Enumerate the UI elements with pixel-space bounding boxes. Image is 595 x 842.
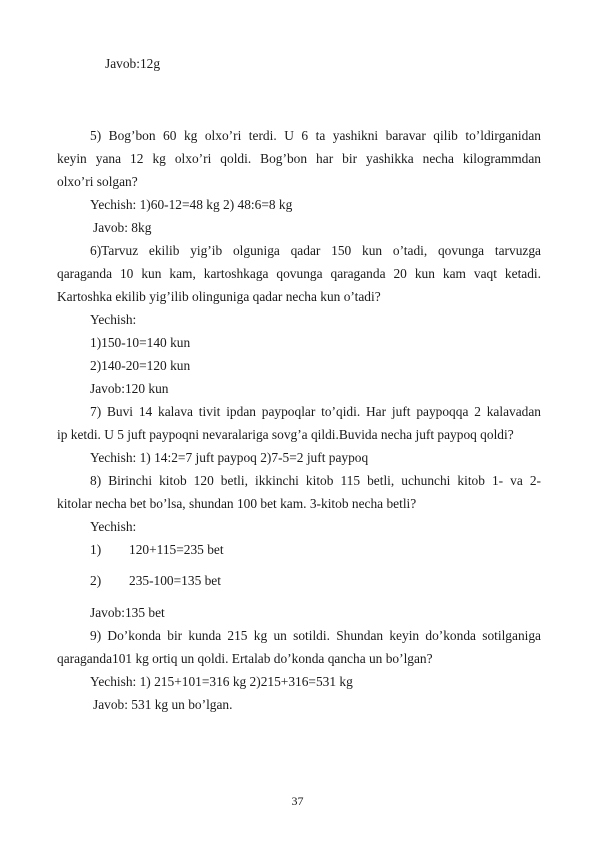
problem-7-line-2: ip ketdi. U 5 juft paypoqni nevaralariga sovg’a qildi.Buvida necha juft paypoq qoldi? — [57, 427, 514, 442]
problem-5-line-3: olxo’ri solgan? — [57, 174, 138, 189]
solution-5: Yechish: 1)60-12=48 kg 2) 48:6=8 kg — [90, 197, 293, 212]
answer-8: Javob:135 bet — [90, 605, 165, 620]
problem-5-line-2: keyin yana 12 kg olxo’ri qoldi. Bog’bon har bir yashikka necha kilogrammdan — [57, 151, 541, 166]
problem-9-line-2: qaraganda101 kg ortiq un qoldi. Ertalab do’konda qancha un bo’lgan? — [57, 651, 433, 666]
problem-8-line-1: 8) Birinchi kitob 120 betli, ikkinchi kitob 115 betli, uchunchi kitob 1- va 2- — [90, 473, 541, 488]
solution-7: Yechish: 1) 14:2=7 juft paypoq 2)7-5=2 juft paypoq — [90, 450, 369, 465]
solution-8-step-2: 235-100=135 bet — [129, 573, 221, 588]
answer-line: Javob:12g — [105, 56, 161, 71]
solution-8-label: Yechish: — [90, 519, 137, 534]
solution-8-step-1: 120+115=235 bet — [129, 542, 224, 557]
list-number: 1) — [90, 542, 102, 557]
problem-6-line-1: 6)Tarvuz ekilib yig’ib olguniga qadar 150 kun o’tadi, qovunga tarvuzga — [90, 243, 541, 258]
problem-6-line-2: qaraganda 10 kun kam, kartoshkaga qovunga qaraganda 20 kun kam vaqt ketadi. — [57, 266, 541, 281]
solution-6-step-1: 1)150-10=140 kun — [90, 335, 191, 350]
problem-7-line-1: 7) Buvi 14 kalava tivit ipdan paypoqlar to’qidi. Har juft paypoqqa 2 kalavadan — [90, 404, 541, 419]
answer-9: Javob: 531 kg un bo’lgan. — [93, 697, 233, 712]
answer-5: Javob: 8kg — [93, 220, 152, 235]
problem-5-line-1: 5) Bog’bon 60 kg olxo’ri terdi. U 6 ta yashikni baravar qilib to’ldirganidan — [90, 128, 541, 143]
solution-9: Yechish: 1) 215+101=316 kg 2)215+316=531 kg — [90, 674, 353, 689]
list-number: 2) — [90, 573, 102, 588]
problem-9-line-1: 9) Do’konda bir kunda 215 kg un sotildi. Shundan keyin do’konda sotilganiga — [90, 628, 541, 643]
solution-6-step-2: 2)140-20=120 kun — [90, 358, 191, 373]
solution-6-label: Yechish: — [90, 312, 137, 327]
problem-8-line-2: kitolar necha bet bo’lsa, shundan 100 bet kam. 3-kitob necha betli? — [57, 496, 417, 511]
answer-6: Javob:120 kun — [90, 381, 169, 396]
page-number: 37 — [291, 794, 304, 808]
problem-6-line-3: Kartoshka ekilib yig’ilib olinguniga qadar necha kun o’tadi? — [57, 289, 381, 304]
